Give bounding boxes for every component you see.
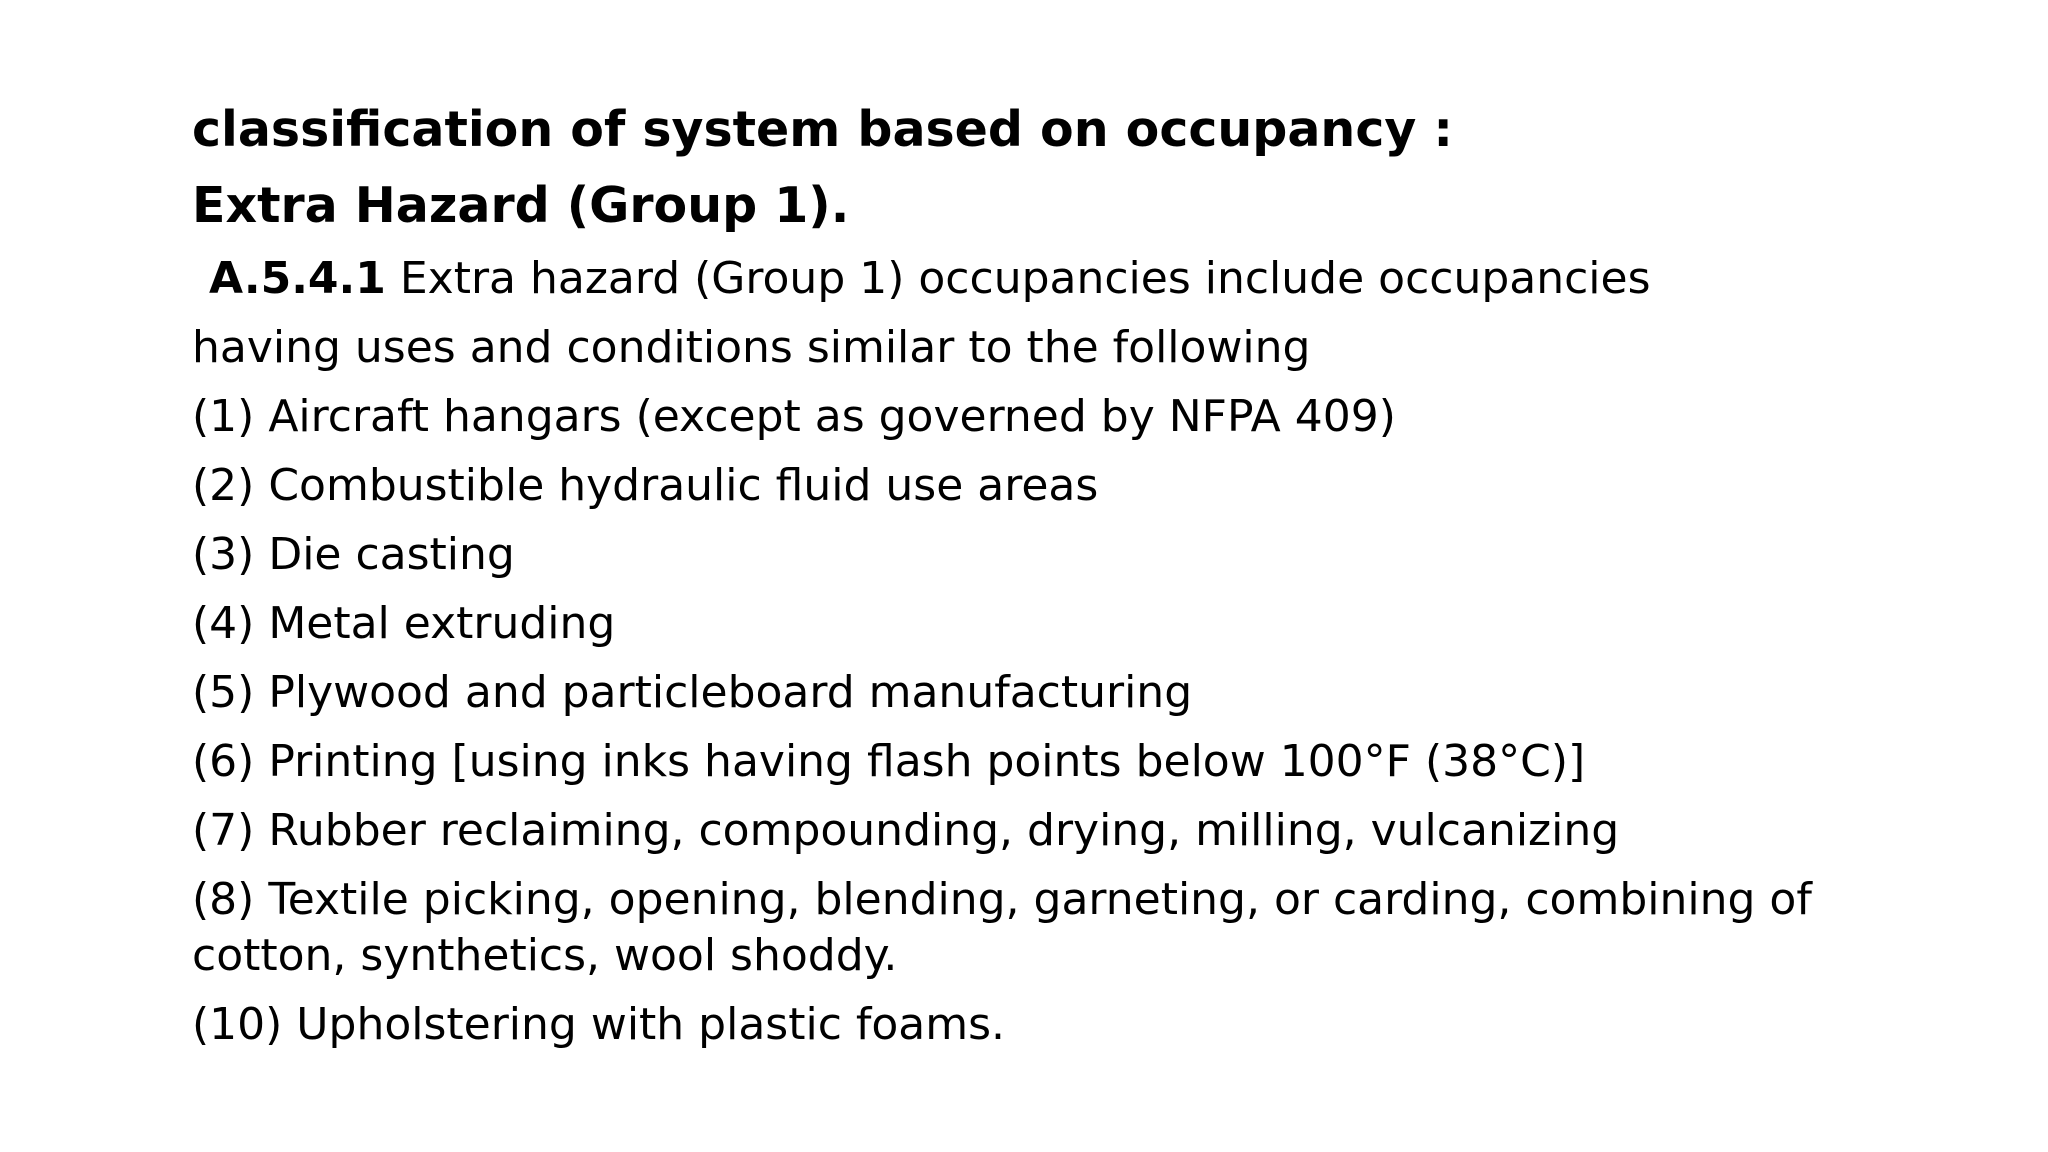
slide-content — [192, 92, 1972, 1059]
occupancy-list — [192, 382, 1972, 1059]
section-number: A.5.4.1 — [209, 253, 386, 304]
list-item: (10) Upholstering with plastic foams. — [192, 999, 1006, 1050]
list-item: (2) Combustible hydraulic fluid use areas — [192, 460, 1099, 511]
list-item: (6) Printing [using inks having flash points below 100°F (38°C)] — [192, 736, 1586, 787]
slide-subtitle: Extra Hazard (Group 1). — [192, 177, 850, 234]
list-item: (4) Metal extruding — [192, 598, 616, 649]
list-item: (3) Die casting — [192, 529, 515, 580]
intro-continuation: having uses and conditions similar to the following — [192, 322, 1311, 373]
list-item: (5) Plywood and particleboard manufacturing — [192, 667, 1193, 718]
intro-text: Extra hazard (Group 1) occupancies include occupancies — [399, 253, 1651, 304]
list-item: (8) Textile picking, opening, blending, garneting, or carding, combining of cotton, synthetics, wool shoddy. — [192, 874, 1812, 981]
list-item: (7) Rubber reclaiming, compounding, drying, milling, vulcanizing — [192, 805, 1620, 856]
intro-paragraph — [192, 244, 1972, 313]
slide-title: classification of system based on occupancy : — [192, 101, 1453, 158]
list-item: (1) Aircraft hangars (except as governed by NFPA 409) — [192, 391, 1396, 442]
